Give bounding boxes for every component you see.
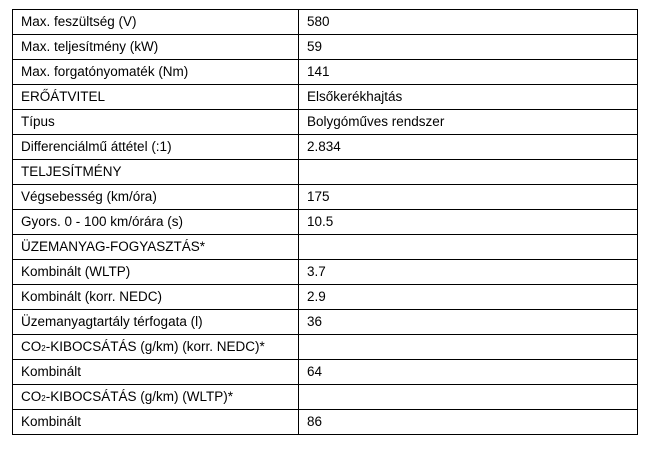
row-value: 3.7 bbox=[299, 260, 638, 285]
row-label: Max. forgatónyomaték (Nm) bbox=[13, 60, 299, 85]
row-value: 10.5 bbox=[299, 210, 638, 235]
table-row bbox=[13, 185, 638, 210]
co2-subscript: 2 bbox=[41, 344, 46, 353]
row-label: Kombinált (korr. NEDC) bbox=[13, 285, 299, 310]
table-row bbox=[13, 85, 638, 110]
row-label bbox=[13, 385, 299, 410]
row-label: TELJESÍTMÉNY bbox=[13, 160, 299, 185]
row-value: Elsőkerékhajtás bbox=[299, 85, 638, 110]
table-row bbox=[13, 160, 638, 185]
row-value: 2.9 bbox=[299, 285, 638, 310]
co2-prefix: CO bbox=[21, 339, 42, 354]
co2-prefix: CO bbox=[21, 389, 42, 404]
table-row bbox=[13, 260, 638, 285]
row-value: 36 bbox=[299, 310, 638, 335]
row-value bbox=[299, 160, 638, 185]
row-label: Üzemanyagtartály térfogata (l) bbox=[13, 310, 299, 335]
row-label: Differenciálmű áttétel (:1) bbox=[13, 135, 299, 160]
row-value bbox=[299, 385, 638, 410]
table-row bbox=[13, 110, 638, 135]
table-row bbox=[13, 360, 638, 385]
row-label: Max. feszültség (V) bbox=[13, 10, 299, 35]
row-value bbox=[299, 235, 638, 260]
row-label: Típus bbox=[13, 110, 299, 135]
specifications-table bbox=[12, 9, 638, 435]
row-label: Kombinált bbox=[13, 410, 299, 435]
table-row bbox=[13, 285, 638, 310]
table-row bbox=[13, 310, 638, 335]
row-value: 59 bbox=[299, 35, 638, 60]
table-row bbox=[13, 410, 638, 435]
table-row bbox=[13, 35, 638, 60]
row-label: Gyors. 0 - 100 km/órára (s) bbox=[13, 210, 299, 235]
table-row bbox=[13, 335, 638, 360]
row-label: Kombinált bbox=[13, 360, 299, 385]
row-label: ERŐÁTVITEL bbox=[13, 85, 299, 110]
row-value: 580 bbox=[299, 10, 638, 35]
co2-suffix: -KIBOCSÁTÁS (g/km) (WLTP)* bbox=[45, 389, 233, 404]
co2-suffix: -KIBOCSÁTÁS (g/km) (korr. NEDC)* bbox=[45, 339, 265, 354]
table-row bbox=[13, 210, 638, 235]
row-value: 141 bbox=[299, 60, 638, 85]
row-label: Max. teljesítmény (kW) bbox=[13, 35, 299, 60]
row-label bbox=[13, 335, 299, 360]
row-value: 2.834 bbox=[299, 135, 638, 160]
table-row bbox=[13, 135, 638, 160]
table-row bbox=[13, 10, 638, 35]
row-label: ÜZEMANYAG-FOGYASZTÁS* bbox=[13, 235, 299, 260]
row-value: Bolygóműves rendszer bbox=[299, 110, 638, 135]
row-value: 86 bbox=[299, 410, 638, 435]
co2-subscript: 2 bbox=[41, 394, 46, 403]
table-row bbox=[13, 385, 638, 410]
table-row bbox=[13, 235, 638, 260]
table-row bbox=[13, 60, 638, 85]
row-value: 64 bbox=[299, 360, 638, 385]
row-value bbox=[299, 335, 638, 360]
row-value: 175 bbox=[299, 185, 638, 210]
row-label: Végsebesség (km/óra) bbox=[13, 185, 299, 210]
row-label: Kombinált (WLTP) bbox=[13, 260, 299, 285]
